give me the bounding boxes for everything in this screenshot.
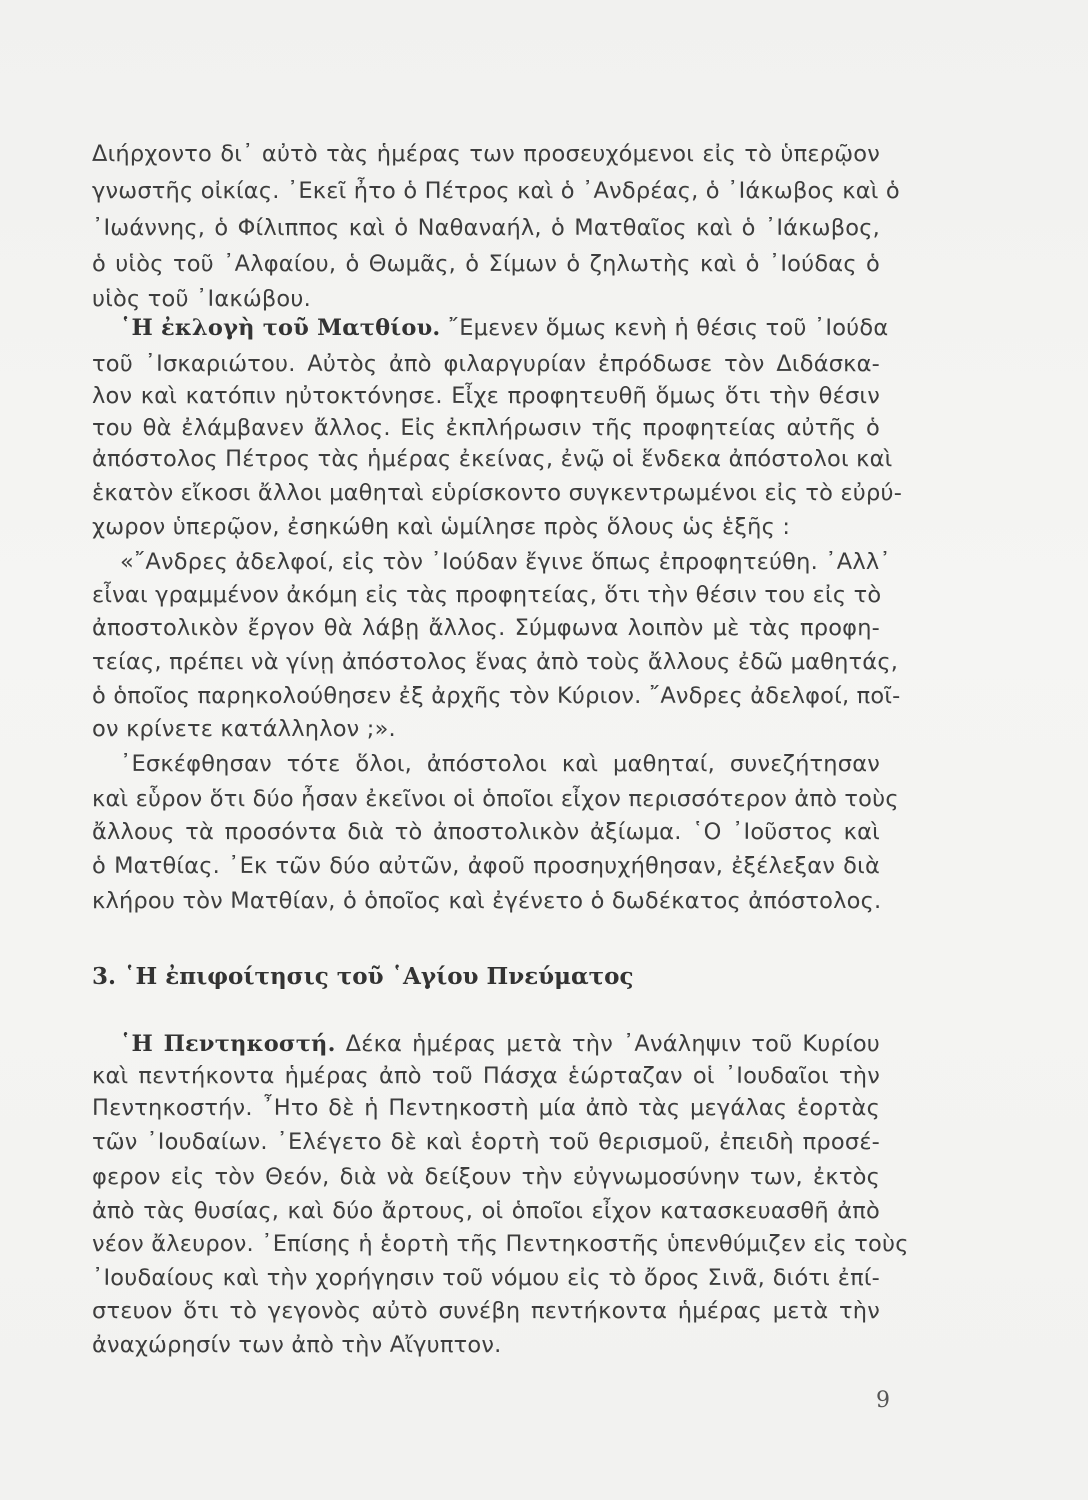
text-line: ἀπὸ τὰς θυσίας, καὶ δύο ἄρτους, οἱ ὁποῖοι εἶχον κατασκευασθῆ ἀπὸ <box>92 1198 880 1224</box>
page-number: 9 <box>876 1388 890 1413</box>
text-line: ὁ ὁποῖος παρηκολούθησεν ἐξ ἀρχῆς τὸν Κύριον. ῎Ανδρες ἀδελφοί, ποῖ- <box>92 683 901 709</box>
text-line: τῶν ᾿Ιουδαίων. ᾿Ελέγετο δὲ καὶ ἑορτὴ τοῦ θερισμοῦ, ἐπειδὴ προσέ- <box>92 1129 880 1155</box>
text-line: κλήρου τὸν Ματθίαν, ὁ ὁποῖος καὶ ἐγένετο ὁ δωδέκατος ἀπόστολος. <box>92 888 882 914</box>
inline-text: ῎Εμενεν ὅμως κενὴ ἡ θέσις τοῦ ᾿Ιούδα <box>440 315 889 341</box>
text-line: νέον ἄλευρον. ᾿Επίσης ἡ ἑορτὴ τῆς Πεντηκοστῆς ὑπενθύμιζεν εἰς τοὺς <box>92 1231 909 1257</box>
text-line: ᾿Εσκέφθησαν τότε ὅλοι, ἀπόστολοι καὶ μαθηταί, συνεζήτησαν <box>120 751 880 777</box>
paragraph-first-line <box>120 1026 880 1062</box>
text-line: ὁ υἱὸς τοῦ ᾿Αλφαίου, ὁ Θωμᾶς, ὁ Σίμων ὁ ζηλωτὴς καὶ ὁ ᾿Ιούδας ὁ <box>92 251 880 277</box>
text-line: εἶναι γραμμένον ἀκόμη εἰς τὰς προφητείας, ὅτι τὴν θέσιν του εἰς τὸ <box>92 582 882 608</box>
inline-heading: ῾Η Πεντηκοστή. <box>120 1031 336 1057</box>
text-line: στευον ὅτι τὸ γεγονὸς αὐτὸ συνέβη πεντήκοντα ἡμέρας μετὰ τὴν <box>92 1298 880 1324</box>
text-line: ᾿Ιωάννης, ὁ Φίλιππος καὶ ὁ Ναθαναήλ, ὁ Ματθαῖος καὶ ὁ ᾿Ιάκωβος, <box>92 215 880 241</box>
inline-text: Δέκα ἡμέρας μετὰ τὴν ᾿Ανάληψιν τοῦ Κυρίου <box>335 1031 881 1057</box>
text-line: ἀποστολικὸν ἔργον θὰ λάβῃ ἄλλος. Σύμφωνα λοιπὸν μὲ τὰς προφη- <box>92 615 880 641</box>
text-line: ᾿Ιουδαίους καὶ τὴν χορήγησιν τοῦ νόμου εἰς τὸ ὄρος Σινᾶ, διότι ἐπί- <box>92 1265 880 1291</box>
text-line: γνωστῆς οἰκίας. ᾿Εκεῖ ἦτο ὁ Πέτρος καὶ ὁ ᾿Ανδρέας, ὁ ᾿Ιάκωβος καὶ ὁ <box>92 178 900 204</box>
text-line: ἀναχώρησίν των ἀπὸ τὴν Αἴγυπτον. <box>92 1332 502 1358</box>
text-line: του θὰ ἐλάμβανεν ἄλλος. Εἰς ἐκπλήρωσιν τῆς προφητείας αὐτῆς ὁ <box>92 415 880 441</box>
inline-heading: ῾Η ἐκλογὴ τοῦ Ματθίου. <box>120 315 441 341</box>
text-line: ὁ Ματθίας. ᾿Εκ τῶν δύο αὐτῶν, ἀφοῦ προσηυχήθησαν, ἐξέλεξαν διὰ <box>92 853 880 879</box>
text-line: «῎Ανδρες ἀδελφοί, εἰς τὸν ᾿Ιούδαν ἔγινε ὅπως ἐπροφητεύθη. ᾿Αλλ᾿ <box>120 549 891 575</box>
text-line: χωρον ὑπερῷον, ἐσηκώθη καὶ ὡμίλησε πρὸς ὅλους ὡς ἑξῆς : <box>92 514 791 540</box>
text-line: φερον εἰς τὸν Θεόν, διὰ νὰ δείξουν τὴν εὐγνωμοσύνην των, ἐκτὸς <box>92 1164 880 1190</box>
text-line: καὶ πεντήκοντα ἡμέρας ἀπὸ τοῦ Πάσχα ἑώρταζαν οἱ ᾿Ιουδαῖοι τὴν <box>92 1063 880 1089</box>
text-line: λον καὶ κατόπιν ηὐτοκτόνησε. Εἶχε προφητευθῆ ὅμως ὅτι τὴν θέσιν <box>92 383 880 409</box>
text-line: τείας, πρέπει νὰ γίνῃ ἀπόστολος ἕνας ἀπὸ τοὺς ἄλλους ἐδῶ μαθητάς, <box>92 649 899 675</box>
text-line: Διήρχοντο δι᾿ αὐτὸ τὰς ἡμέρας των προσευχόμενοι εἰς τὸ ὑπερῷον <box>92 141 880 167</box>
text-line: ον κρίνετε κατάλληλον ;». <box>92 716 396 742</box>
text-line: ἀπόστολος Πέτρος τὰς ἡμέρας ἐκείνας, ἐνῷ οἱ ἕνδεκα ἀπόστολοι καὶ <box>92 446 893 472</box>
text-line: ἑκατὸν εἴκοσι ἄλλοι μαθηταὶ εὑρίσκοντο συγκεντρωμένοι εἰς τὸ εὐρύ- <box>92 480 903 506</box>
text-line: καὶ εὗρον ὅτι δύο ἦσαν ἐκεῖνοι οἱ ὁποῖοι εἶχον περισσότερον ἀπὸ τοὺς <box>92 786 899 812</box>
paragraph-first-line <box>120 310 889 346</box>
text-line: τοῦ ᾿Ισκαριώτου. Αὐτὸς ἀπὸ φιλαργυρίαν ἐπρόδωσε τὸν Διδάσκα- <box>92 351 880 377</box>
text-line: υἱὸς τοῦ ᾿Ιακώβου. <box>92 286 311 312</box>
section-title: 3. ῾Η ἐπιφοίτησις τοῦ ῾Αγίου Πνεύματος <box>92 963 634 990</box>
text-line: Πεντηκοστήν. ῏Ητο δὲ ἡ Πεντηκοστὴ μία ἀπὸ τὰς μεγάλας ἑορτὰς <box>92 1095 880 1121</box>
text-line: ἄλλους τὰ προσόντα διὰ τὸ ἀποστολικὸν ἀξίωμα. ῾Ο ᾿Ιοῦστος καὶ <box>92 819 880 845</box>
